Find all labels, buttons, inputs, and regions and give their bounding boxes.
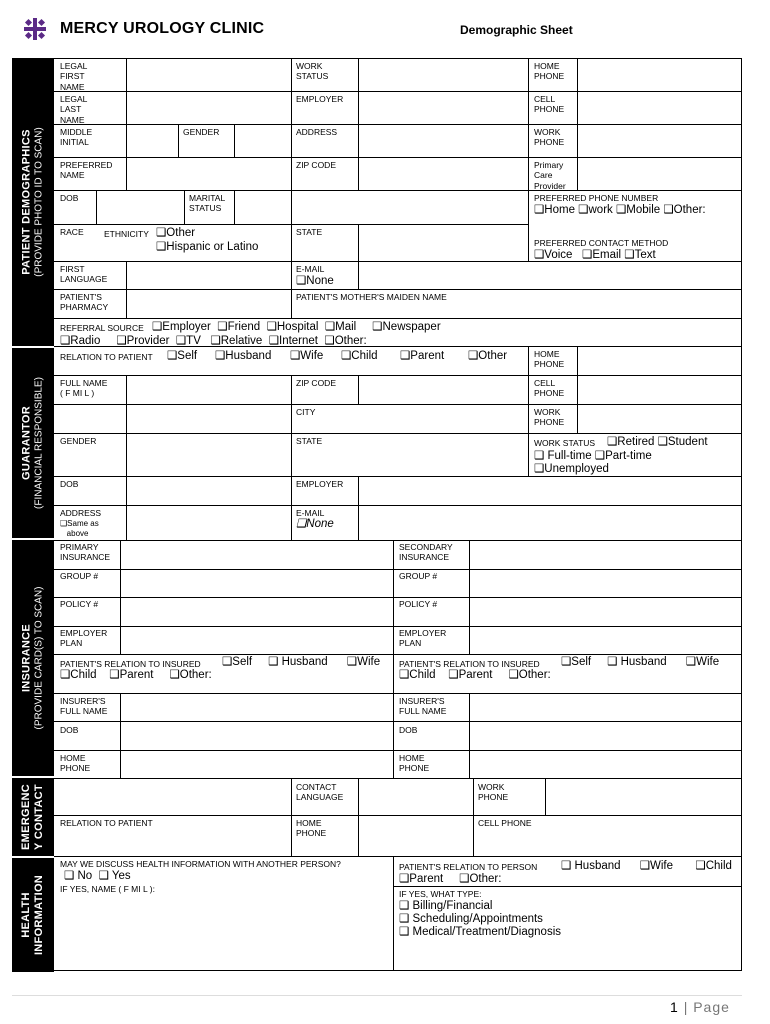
label-cell-phone: CELL PHONE [478, 818, 532, 828]
label-relation-to-person: PATIENT'S RELATION TO PERSON [399, 862, 538, 872]
billing-financial-checkbox[interactable]: ❑ Billing/Financial [399, 900, 493, 912]
label-employer-plan-primary: EMPLOYER PLAN [60, 628, 108, 649]
mercy-cross-logo [22, 16, 48, 42]
label-relation-to-patient: RELATION TO PATIENT [60, 352, 153, 362]
email-none-checkbox[interactable]: ❑None [296, 518, 334, 530]
ethnicity-hispanic-checkbox[interactable]: ❑Hispanic or Latino [156, 241, 259, 253]
sidebar-demographics [12, 58, 54, 346]
label-policy-secondary: POLICY # [399, 599, 438, 609]
label-state: STATE [296, 436, 323, 446]
footer-divider [12, 995, 742, 996]
section-title-1: HEALTH [20, 892, 32, 938]
label-mothers-maiden-name: PATIENT'S MOTHER'S MAIDEN NAME [296, 292, 447, 302]
label-policy-primary: POLICY # [60, 599, 99, 609]
guarantor-relation-parent[interactable]: ❑Parent [400, 350, 445, 362]
label-relation-to-insured-primary: PATIENT'S RELATION TO INSURED [60, 659, 201, 669]
label-home-phone: HOME PHONE [296, 818, 327, 839]
primary-relation-options-2[interactable]: ❑Child ❑Parent ❑Other: [60, 669, 212, 681]
label-full-name: FULL NAME ( F MI L ) [60, 378, 108, 399]
label-if-yes-what-type: IF YES, WHAT TYPE: [399, 889, 482, 899]
person-relation-options-1[interactable]: ❑ Husband ❑Wife ❑Child [561, 860, 732, 872]
label-zip-code: ZIP CODE [296, 160, 336, 170]
same-as-above-checkbox[interactable]: ❑Same as above [60, 519, 99, 538]
label-preferred-name: PREFERRED NAME [60, 160, 113, 181]
label-ethnicity: ETHNICITY [104, 229, 149, 239]
sidebar-emergency [12, 778, 54, 856]
label-dob-secondary: DOB [399, 725, 418, 735]
label-relation-to-patient: RELATION TO PATIENT [60, 818, 153, 828]
section-note: (FINANCIAL RESPONSIBLE) [33, 377, 45, 509]
label-work-status: WORK STATUS [534, 438, 596, 448]
label-race: RACE [60, 227, 84, 237]
label-secondary-insurance: SECONDARY INSURANCE [399, 542, 453, 563]
work-status-options-line2[interactable]: ❑ Full-time ❑Part-time [534, 450, 652, 462]
label-employer-plan-secondary: EMPLOYER PLAN [399, 628, 447, 649]
guarantor-relation-self[interactable]: ❑Self [167, 350, 198, 362]
section-note: (PROVIDE PHOTO ID TO SCAN) [33, 127, 45, 277]
discuss-yes-no-options[interactable]: ❑ No ❑ Yes [64, 870, 131, 882]
label-state: STATE [296, 227, 323, 237]
referral-options-line1[interactable]: ❑Employer ❑Friend ❑Hospital ❑Mail ❑Newspaper [152, 321, 441, 333]
preferred-phone-options[interactable]: ❑Home ❑work ❑Mobile ❑Other: [534, 204, 706, 216]
guarantor-relation-other[interactable]: ❑Other [468, 350, 508, 362]
section-title: INSURANCE [20, 623, 33, 693]
guarantor-relation-wife[interactable]: ❑Wife [290, 350, 324, 362]
secondary-relation-options-2[interactable]: ❑Child ❑Parent ❑Other: [399, 669, 551, 681]
label-home-phone-primary: HOME PHONE [60, 753, 91, 774]
person-relation-options-2[interactable]: ❑Parent ❑Other: [399, 873, 502, 885]
label-city: CITY [296, 407, 316, 417]
label-zip-code: ZIP CODE [296, 378, 336, 388]
label-work-phone: WORK PHONE [478, 782, 509, 803]
label-address: ADDRESS [60, 508, 102, 518]
scheduling-appointments-checkbox[interactable]: ❑ Scheduling/Appointments [399, 913, 543, 925]
label-dob: DOB [60, 193, 79, 203]
label-dob: DOB [60, 479, 79, 489]
section-title-2: INFORMATION [33, 874, 45, 956]
section-title-1: EMERGENC [20, 784, 32, 850]
section-title: PATIENT DEMOGRAPHICS [20, 129, 33, 275]
guarantor-relation-husband[interactable]: ❑Husband [215, 350, 272, 362]
label-cell-phone: CELL PHONE [534, 378, 565, 399]
referral-options-line2[interactable]: ❑Radio ❑Provider ❑TV ❑Relative ❑Internet ❑Other: [60, 335, 367, 347]
label-work-phone: WORK PHONE [534, 127, 565, 148]
work-status-options-line3[interactable]: ❑Unemployed [534, 463, 609, 475]
label-middle-initial: MIDDLE INITIAL [60, 127, 93, 148]
label-relation-to-insured-secondary: PATIENT'S RELATION TO INSURED [399, 659, 540, 669]
sheet-subtitle: Demographic Sheet [460, 23, 573, 37]
secondary-relation-options-1[interactable]: ❑Self ❑ Husband ❑Wife [561, 656, 720, 668]
label-referral-source: REFERRAL SOURCE [60, 323, 144, 333]
label-employer: EMPLOYER [296, 479, 344, 489]
label-group-primary: GROUP # [60, 571, 99, 581]
label-contact-language: CONTACT LANGUAGE [296, 782, 344, 803]
label-dob-primary: DOB [60, 725, 79, 735]
label-work-status: WORK STATUS [296, 61, 329, 82]
label-email: E-MAIL [296, 508, 325, 518]
label-preferred-contact: PREFERRED CONTACT METHOD [534, 238, 669, 248]
section-note: (PROVIDE CARD(S) TO SCAN) [33, 586, 45, 730]
label-insurer-name-primary: INSURER'S FULL NAME [60, 696, 108, 717]
clinic-title: MERCY UROLOGY CLINIC [60, 20, 265, 37]
label-email: E-MAIL [296, 264, 325, 274]
label-home-phone: HOME PHONE [534, 61, 565, 82]
preferred-contact-options[interactable]: ❑Voice ❑Email ❑Text [534, 249, 656, 261]
label-legal-last-name: LEGAL LAST NAME [60, 94, 88, 125]
label-legal-first-name: LEGAL FIRST NAME [60, 61, 88, 92]
label-if-yes-name: IF YES, NAME ( F MI L ): [60, 884, 155, 894]
label-address: ADDRESS [296, 127, 338, 137]
label-discuss-health-question: MAY WE DISCUSS HEALTH INFORMATION WITH ANOTHER PERSON? [60, 859, 341, 869]
sidebar-guarantor [12, 348, 54, 538]
label-preferred-phone: PREFERRED PHONE NUMBER [534, 193, 659, 203]
work-status-options-line1[interactable]: ❑Retired ❑Student [607, 436, 708, 448]
primary-relation-options-1[interactable]: ❑Self ❑ Husband ❑Wife [222, 656, 381, 668]
page-number-value: 1 [670, 999, 679, 1015]
section-title-2: Y CONTACT [33, 784, 45, 850]
page-number [670, 999, 730, 1015]
ethnicity-other-checkbox[interactable]: ❑Other [156, 227, 196, 239]
label-group-secondary: GROUP # [399, 571, 438, 581]
label-gender: GENDER [60, 436, 97, 446]
email-none-checkbox[interactable]: ❑None [296, 275, 334, 287]
label-gender: GENDER [183, 127, 220, 137]
sidebar-insurance [12, 540, 54, 776]
label-primary-care-provider: Primary Care Provider [534, 160, 566, 191]
medical-treatment-checkbox[interactable]: ❑ Medical/Treatment/Diagnosis [399, 926, 561, 938]
label-cell-phone: CELL PHONE [534, 94, 565, 115]
guarantor-relation-child[interactable]: ❑Child [341, 350, 378, 362]
label-home-phone-secondary: HOME PHONE [399, 753, 430, 774]
label-insurer-name-secondary: INSURER'S FULL NAME [399, 696, 447, 717]
label-primary-insurance: PRIMARY INSURANCE [60, 542, 111, 563]
label-work-phone: WORK PHONE [534, 407, 565, 428]
label-employer: EMPLOYER [296, 94, 344, 104]
page-label: | Page [683, 999, 730, 1015]
label-first-language: FIRST LANGUAGE [60, 264, 108, 285]
label-pharmacy: PATIENT'S PHARMACY [60, 292, 109, 313]
section-title: GUARANTOR [20, 406, 33, 481]
sidebar-health [12, 858, 54, 972]
label-marital-status: MARITAL STATUS [189, 193, 226, 214]
label-home-phone: HOME PHONE [534, 349, 565, 370]
